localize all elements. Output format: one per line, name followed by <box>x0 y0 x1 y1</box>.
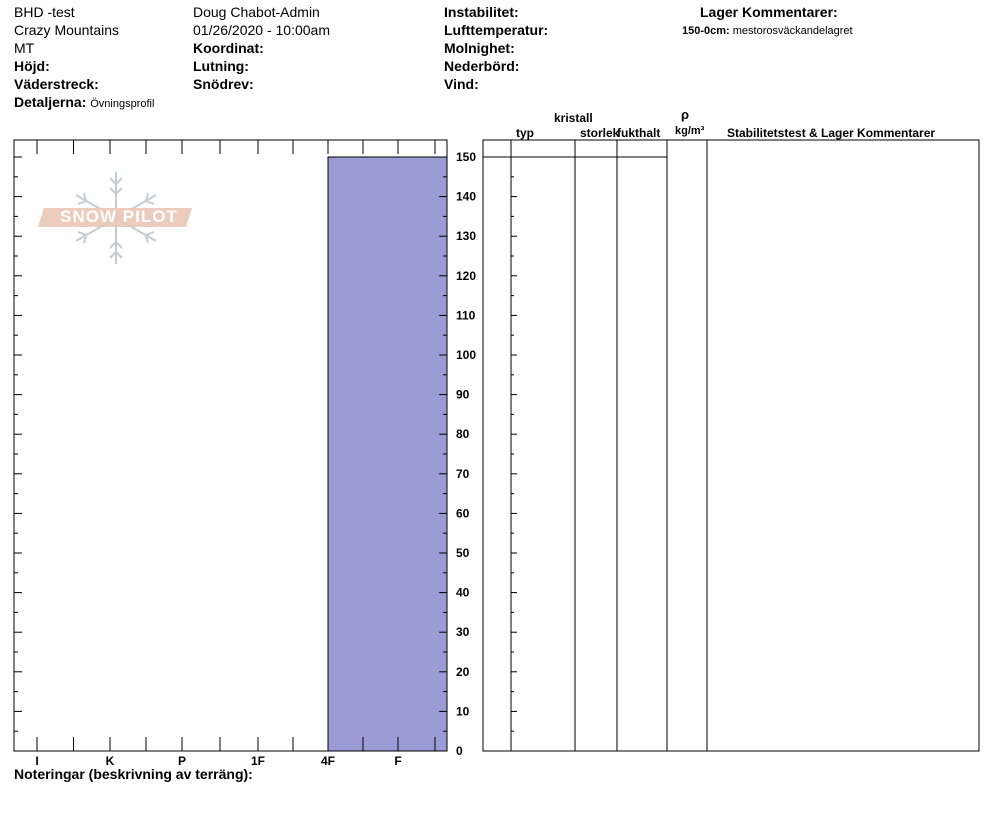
cloud-cover-label: Molnighet: <box>444 40 515 56</box>
terrain-notes-label: Noteringar (beskrivning av terräng): <box>14 766 253 782</box>
aspect-label: Väderstreck: <box>14 76 99 92</box>
coordinate-label: Koordinat: <box>193 40 264 56</box>
layer-comments-title: Lager Kommentarer: <box>700 4 838 20</box>
y-tick-label: 0 <box>456 744 463 758</box>
crystal-header: kristall <box>554 111 593 125</box>
y-tick-label: 140 <box>456 189 477 204</box>
x-tick-label: P <box>177 754 187 768</box>
y-tick-label: 30 <box>456 625 470 640</box>
layer-table-frame <box>483 140 979 751</box>
y-tick-label: 50 <box>456 546 470 560</box>
y-tick-label: 70 <box>456 466 470 481</box>
y-tick-label: 40 <box>456 585 470 600</box>
observation-datetime: 01/26/2020 - 10:00am <box>193 22 330 38</box>
y-tick-label: 150 <box>456 150 477 164</box>
y-tick-label: 80 <box>456 427 470 442</box>
y-tick-label: 10 <box>456 704 470 719</box>
logo-text: SNOW PILOT <box>60 207 178 226</box>
y-tick-label: 100 <box>456 348 477 362</box>
x-tick-label: K <box>105 754 115 768</box>
moisture-header: fukthalt <box>617 126 661 140</box>
air-temperature-label: Lufttemperatur: <box>444 22 549 38</box>
elevation-label: Höjd: <box>14 58 50 74</box>
x-tick-label: F <box>394 754 402 768</box>
hardness-layer-bar <box>328 157 447 751</box>
state-name: MT <box>14 40 35 56</box>
y-tick-label: 120 <box>456 268 477 283</box>
layer-comment-range: 150-0cm: <box>682 25 730 37</box>
size-header: storlek <box>580 126 620 140</box>
observer-name: Doug Chabot-Admin <box>193 4 320 20</box>
details-label: Detaljerna: <box>14 94 87 110</box>
y-tick-label: 90 <box>456 387 470 402</box>
wind-label: Vind: <box>444 76 479 92</box>
x-tick-label: I <box>35 754 39 768</box>
y-tick-label: 130 <box>456 229 477 244</box>
layer-comment-text: mestorosväckandelagret <box>732 25 853 37</box>
slope-label: Lutning: <box>193 58 249 74</box>
y-tick-label: 20 <box>456 664 470 679</box>
stability-header: Stabilitetstest & Lager Kommentarer <box>727 126 936 140</box>
x-tick-label: 4F <box>320 754 336 768</box>
type-header: typ <box>516 126 534 140</box>
site-name: BHD -test <box>14 4 75 20</box>
y-tick-label: 60 <box>456 506 470 521</box>
precipitation-label: Nederbörd: <box>444 58 520 74</box>
instability-label: Instabilitet: <box>444 4 519 20</box>
y-tick-label: 110 <box>456 308 476 323</box>
x-tick-label: 1F <box>250 754 266 768</box>
details-value: Övningsprofil <box>90 98 155 110</box>
density-unit-header: kg/m³ <box>675 125 705 137</box>
range-name: Crazy Mountains <box>14 22 120 38</box>
drift-label: Snödrev: <box>193 76 254 92</box>
rho-header: ρ <box>681 107 690 122</box>
